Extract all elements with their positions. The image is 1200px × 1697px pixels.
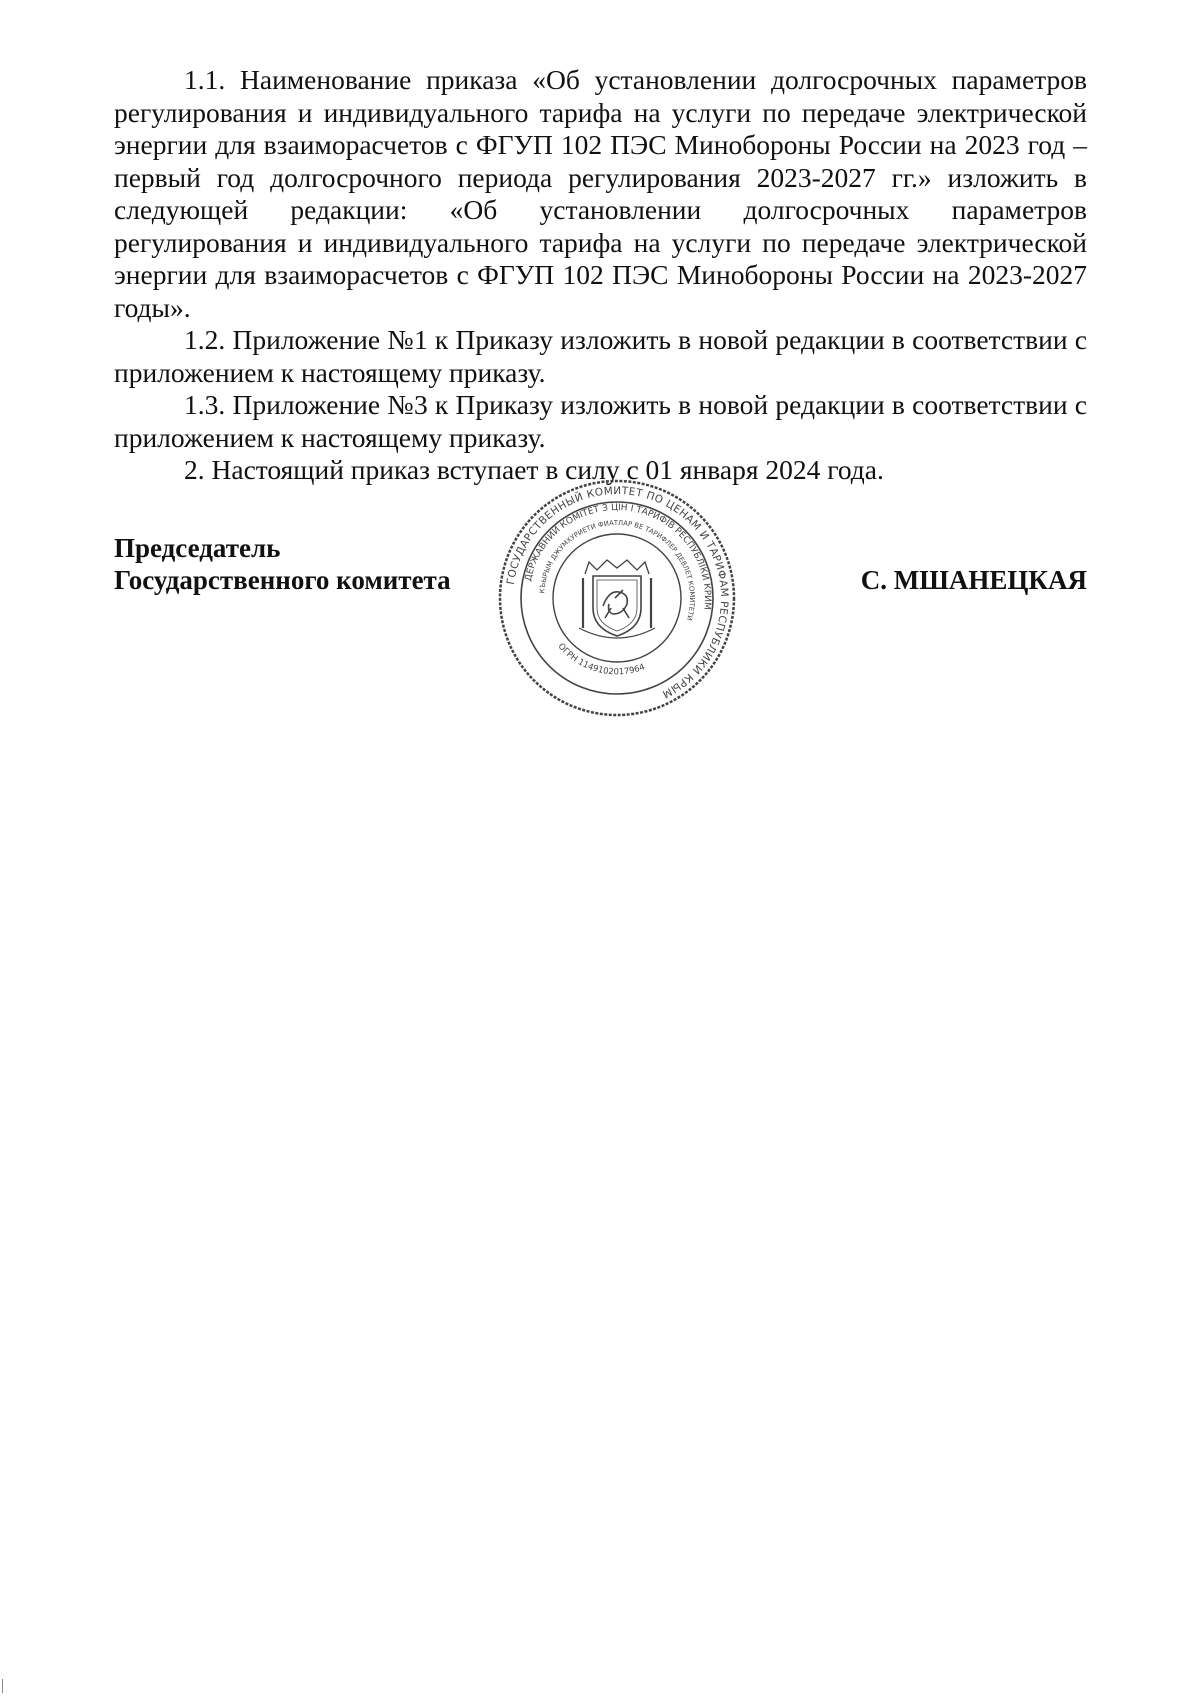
paragraph-1-2: 1.2. Приложение №1 к Приказу изложить в новой редакции в соответствии с приложением к настоящему приказу.: [114, 324, 1087, 388]
signatory-title-line-2: Государственного комитета: [114, 565, 451, 595]
seal-ogrn-text: ОГРН 1149102017964: [555, 641, 647, 678]
coat-of-arms-icon: [579, 560, 655, 638]
seal-inner-text: ДЕРЖАВНИЙ КОМІТЕТ З ЦІН І ТАРИФІВ РЕСПУБЛІКИ КРИМ: [523, 502, 713, 611]
official-seal: [497, 478, 737, 718]
signatory-title-line-1: Председатель: [114, 533, 281, 563]
signatory-name: С. МШАНЕЦКАЯ: [860, 565, 1087, 595]
page-edge-mark: [2, 1679, 9, 1693]
paragraph-1-1: 1.1. Наименование приказа «Об установлении долгосрочных параметров регулирования и индивидуального тарифа на услуги по передаче электрической энергии для взаиморасчетов с ФГУП 102 ПЭС Минобороны России на 2023 год – первый год долгосрочного периода регулирования 2023-2027 гг.» изложить в следующей редакции: «Об установлении долгосрочных параметров регулирования и индивидуального тарифа на услуги по передаче электрической энергии для взаиморасчетов с ФГУП 102 ПЭС Минобороны России на 2023-2027 годы».: [114, 64, 1087, 323]
paragraph-1-3: 1.3. Приложение №3 к Приказу изложить в новой редакции в соответствии с приложением к настоящему приказу.: [114, 389, 1087, 453]
seal-outer-text: ГОСУДАРСТВЕННЫЙ КОМИТЕТ ПО ЦЕНАМ И ТАРИФАМ РЕСПУБЛИКИ КРЫМ: [504, 484, 731, 701]
seal-mid-ring: [521, 502, 713, 694]
seal-inner-ring: [553, 534, 681, 662]
signatory-title: [114, 532, 451, 596]
document-body: [114, 64, 1087, 487]
seal-innermost-text: КЪЫРЫМ ДЖУМХУРИЕТИ ФИАТЛАР ВЕ ТАРИФЛЕР ДЕВЛЕТ КОМИТЕТИ: [538, 518, 697, 622]
seal-outer-ring: [500, 481, 734, 715]
paragraph-2: 2. Настоящий приказ вступает в силу с 01 января 2024 года.: [184, 454, 884, 485]
